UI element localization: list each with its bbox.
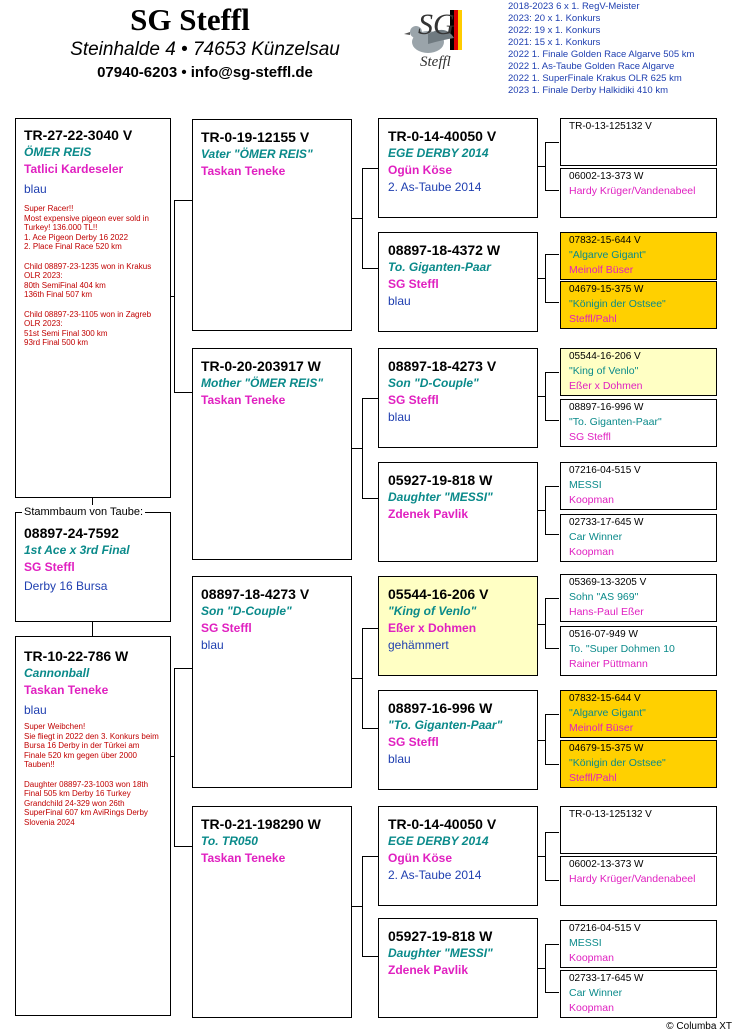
gen4-card (560, 348, 717, 396)
pigeon-name: MESSI (569, 479, 602, 491)
feather-color: blau (24, 182, 47, 196)
ring-number: 08897-24-7592 (24, 525, 119, 541)
pigeon-name: EGE DERBY 2014 (388, 834, 489, 848)
feather-color: blau (388, 410, 411, 424)
achievement-item: 2018-2023 6 x 1. RegV-Meister (508, 1, 640, 12)
ring-number: TR-0-13-125132 V (569, 809, 652, 820)
great-grandparent-card (378, 918, 538, 1018)
grandparent-card (192, 348, 352, 560)
gen4-card (560, 920, 717, 968)
breeder: SG Steffl (388, 393, 439, 407)
pigeon-name: "King of Venlo" (569, 365, 639, 377)
breeder: Koopman (569, 494, 614, 506)
ring-number: TR-0-14-40050 V (388, 816, 497, 832)
pigeon-name: Vater "ÖMER REIS" (201, 147, 313, 161)
gen4-card (560, 232, 717, 280)
ring-number: 05927-19-818 W (388, 472, 493, 488)
gen4-card (560, 514, 717, 562)
subject-note: Derby 16 Bursa (24, 579, 108, 593)
pigeon-name: "Algarve Gigant" (569, 707, 646, 719)
ring-number: TR-0-19-12155 V (201, 129, 310, 145)
breeder: Ogün Köse (388, 163, 453, 177)
gen4-card (560, 168, 717, 218)
breeder: Koopman (569, 546, 614, 558)
gen4-card (560, 970, 717, 1018)
achievement-item: 2022 1. Finale Golden Race Algarve 505 km (508, 49, 695, 60)
breeder: Koopman (569, 1002, 614, 1014)
breeder: Meinolf Büser (569, 264, 634, 276)
breeder: Ogün Köse (388, 851, 453, 865)
breeder: Tatlici Kardeseler (24, 162, 124, 176)
pigeon-name: "Königin der Ostsee" (569, 757, 666, 769)
pigeon-name: Car Winner (569, 987, 623, 999)
ring-number: 06002-13-373 W (569, 859, 644, 870)
breeder: Zdenek Pavlik (388, 963, 469, 977)
pigeon-name: "To. Giganten-Paar" (388, 718, 503, 732)
feather-color: blau (388, 294, 411, 308)
breeder: SG Steffl (24, 560, 75, 574)
ring-number: 08897-18-4273 V (388, 358, 497, 374)
page-title: SG Steffl (130, 2, 250, 37)
ring-number: 07216-04-515 V (569, 465, 641, 476)
breeder: SG Steffl (388, 735, 439, 749)
grandparent-card (192, 119, 352, 331)
ring-number: TR-0-21-198290 W (201, 816, 321, 832)
subject-card (15, 512, 171, 622)
pigeon-name: "To. Giganten-Paar" (569, 416, 662, 428)
contact: 07940-6203 • info@sg-steffl.de (97, 64, 313, 81)
feather-color: blau (201, 638, 224, 652)
ring-number: 08897-16-996 W (388, 700, 493, 716)
breeder: Taskan Teneke (201, 393, 286, 407)
ring-number: TR-27-22-3040 V (24, 127, 133, 143)
achievement-item: 2022: 19 x 1. Konkurs (508, 25, 601, 36)
great-grandparent-card (378, 690, 538, 790)
pigeon-name: Son "D-Couple" (388, 376, 479, 390)
ring-number: 02733-17-645 W (569, 973, 644, 984)
pigeon-name: Cannonball (24, 666, 90, 680)
ring-number: 05927-19-818 W (388, 928, 493, 944)
ring-number: TR-0-20-203917 W (201, 358, 321, 374)
breeder: Meinolf Büser (569, 722, 634, 734)
pigeon-notes: Super Racer!! Most expensive pigeon ever sold in Turkey! 136.000 TL!! 1. Ace Pigeon Derby 16 2022 2. Place Final Race 520 km Child 08897-23-1235 won in Krakus OLR 2023: 80th SemiFinal 404 km 136th Final 507 km Child 08897-23-1105 won in Zagreb OLR 2023: 51st Semi Final 300 km 93rd Final 500 km (24, 204, 152, 348)
logo-text-steffl: Steffl (420, 54, 451, 70)
pigeon-name: Sohn "AS 969" (569, 591, 639, 603)
ring-number: 07216-04-515 V (569, 923, 641, 934)
great-grandparent-card (378, 232, 538, 332)
gen4-card (560, 626, 717, 676)
breeder: Hardy Krüger/Vandenabeel (569, 185, 696, 197)
ring-number: TR-10-22-786 W (24, 648, 129, 664)
feather-color: 2. As-Taube 2014 (388, 868, 482, 882)
copyright: © Columba XT (666, 1021, 732, 1032)
great-grandparent-card (378, 118, 538, 218)
pigeon-name: EGE DERBY 2014 (388, 146, 489, 160)
pigeon-name: 1st Ace x 3rd Final (24, 543, 130, 557)
subject-legend: Stammbaum von Taube: (24, 506, 144, 518)
gen4-card (560, 690, 717, 738)
achievement-item: 2021: 15 x 1. Konkurs (508, 37, 601, 48)
pigeon-name: To. TR050 (201, 834, 258, 848)
breeder: Zdenek Pavlik (388, 507, 469, 521)
pigeon-name: Daughter "MESSI" (388, 946, 493, 960)
ring-number: 05544-16-206 V (569, 351, 641, 362)
breeder: Rainer Püttmann (569, 658, 648, 670)
ring-number: TR-0-14-40050 V (388, 128, 497, 144)
ring-number: 07832-15-644 V (569, 235, 641, 246)
pigeon-notes: Super Weibchen! Sie fliegt in 2022 den 3. Konkurs beim Bursa 16 Derby in der Türkei am Finale 520 km gegen über 2000 Tauben!! Daughter 08897-23-1003 won 18th Final 505 km Derby 16 Turkey Grandchild 24-329 won 26th SuperFinal 607 km AviRings Derby Slovenia 2024 (24, 722, 159, 827)
pigeon-name: "Königin der Ostsee" (569, 298, 666, 310)
great-grandparent-card (378, 576, 538, 676)
ring-number: 05544-16-206 V (388, 586, 489, 602)
grandparent-card (192, 806, 352, 1018)
breeder: Eßer x Dohmen (569, 380, 643, 392)
breeder: Eßer x Dohmen (388, 621, 477, 635)
ring-number: 07832-15-644 V (569, 693, 641, 704)
ring-number: 06002-13-373 W (569, 171, 644, 182)
achievement-item: 2022 1. As-Taube Golden Race Algarve (508, 61, 675, 72)
pigeon-name: Son "D-Couple" (201, 604, 292, 618)
breeder: Taskan Teneke (201, 851, 286, 865)
pigeon-name: To. "Super Dohmen 10 (569, 643, 675, 655)
pigeon-name: "King of Venlo" (388, 604, 477, 618)
ring-number: 02733-17-645 W (569, 517, 644, 528)
ring-number: 08897-18-4372 W (388, 242, 501, 258)
pigeon-name: Car Winner (569, 531, 623, 543)
pigeon-name: Mother "ÖMER REIS" (201, 376, 324, 390)
gen4-card (560, 806, 717, 854)
address: Steinhalde 4 • 74653 Künzelsau (70, 39, 340, 60)
gen4-card (560, 462, 717, 510)
feather-color: blau (388, 752, 411, 766)
sire-card (15, 118, 171, 498)
pigeon-name: MESSI (569, 937, 602, 949)
feather-color: 2. As-Taube 2014 (388, 180, 482, 194)
great-grandparent-card (378, 462, 538, 562)
achievements-list (508, 1, 738, 97)
ring-number: 04679-15-375 W (569, 284, 644, 295)
gen4-card (560, 574, 717, 622)
grandparent-card (192, 576, 352, 788)
breeder: Taskan Teneke (24, 683, 109, 697)
great-grandparent-card (378, 806, 538, 906)
achievement-item: 2023 1. Finale Derby Halkidiki 410 km (508, 85, 668, 96)
breeder: Taskan Teneke (201, 164, 286, 178)
gen4-card (560, 399, 717, 447)
pigeon-name: "Algarve Gigant" (569, 249, 646, 261)
breeder: SG Steffl (201, 621, 252, 635)
great-grandparent-card (378, 348, 538, 448)
dam-card (15, 636, 171, 1016)
ring-number: 08897-16-996 W (569, 402, 644, 413)
breeder: Koopman (569, 952, 614, 964)
pigeon-name: Daughter "MESSI" (388, 490, 493, 504)
breeder: SG Steffl (569, 431, 611, 443)
header (40, 0, 400, 92)
gen4-card (560, 856, 717, 906)
club-logo (398, 4, 474, 76)
pigeon-name: To. Giganten-Paar (388, 260, 491, 274)
feather-color: gehämmert (388, 638, 449, 652)
achievement-item: 2022 1. SuperFinale Krakus OLR 625 km (508, 73, 682, 84)
feather-color: blau (24, 703, 47, 717)
achievement-item: 2023: 20 x 1. Konkurs (508, 13, 601, 24)
logo-text-sg: SG (418, 8, 455, 41)
breeder: Hardy Krüger/Vandenabeel (569, 873, 696, 885)
ring-number: 04679-15-375 W (569, 743, 644, 754)
breeder: Steffl/Pahl (569, 772, 617, 784)
gen4-card (560, 118, 717, 166)
breeder: Hans-Paul Eßer (569, 606, 644, 618)
breeder: SG Steffl (388, 277, 439, 291)
ring-number: 08897-18-4273 V (201, 586, 310, 602)
breeder: Steffl/Pahl (569, 313, 617, 325)
ring-number: TR-0-13-125132 V (569, 121, 652, 132)
ring-number: 0516-07-949 W (569, 629, 638, 640)
gen4-card (560, 281, 717, 329)
ring-number: 05369-13-3205 V (569, 577, 647, 588)
pigeon-name: ÖMER REIS (24, 145, 92, 159)
gen4-card (560, 740, 717, 788)
